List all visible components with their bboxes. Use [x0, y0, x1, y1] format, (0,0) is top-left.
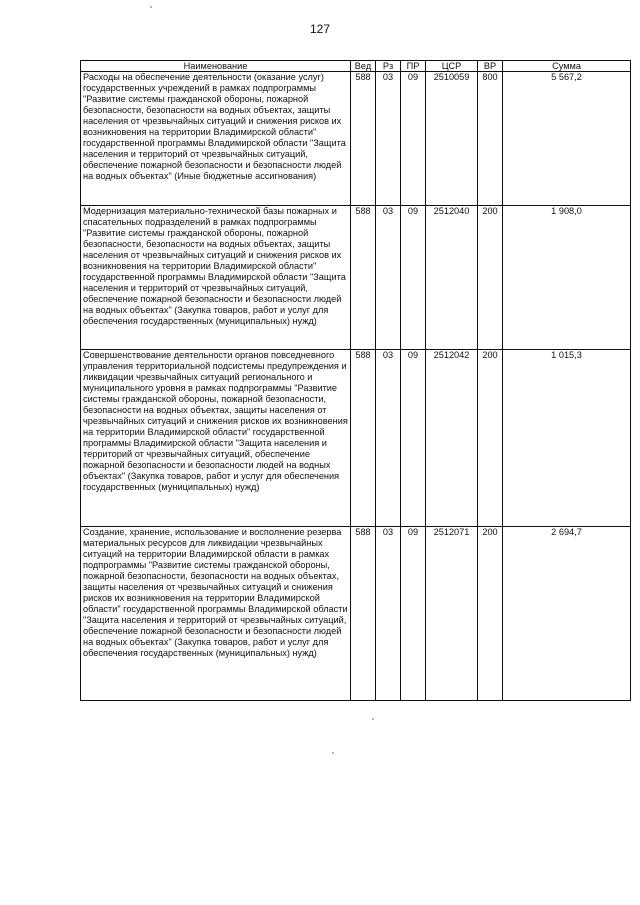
row-pr: 09 — [401, 527, 426, 701]
row-csr: 2510059 — [426, 72, 478, 206]
header-ved: Вед — [351, 61, 376, 72]
row-name: Совершенствование деятельности органов повседневного управления территориальной подсистемы предупреждения и ликвидации чрезвычайных ситуаций регионального и муниципального уровня в рамках подпрограммы "Развитие системы гражданской обороны, пожарной безопасности, безопасности на водных объектах, защиты населения от чрезвычайных ситуаций и снижения рисков их возникновения на территории Владимирской области" государственной программы Владимирской области "Защита населения и территорий от чрезвычайных ситуаций, обеспечение пожарной безопасности и безопасности людей на водных объектах" (Закупка товаров, работ и услуг для обеспечения государственных (муниципальных) нужд) — [81, 350, 351, 527]
row-csr: 2512040 — [426, 206, 478, 350]
row-rz: 03 — [376, 206, 401, 350]
row-ved: 588 — [351, 350, 376, 527]
row-vr: 200 — [478, 206, 503, 350]
row-vr: 200 — [478, 527, 503, 701]
row-pr: 09 — [401, 72, 426, 206]
header-name: Наименование — [81, 61, 351, 72]
row-sum: 5 567,2 — [503, 72, 631, 206]
header-rz: Рз — [376, 61, 401, 72]
row-ved: 588 — [351, 206, 376, 350]
table-row — [81, 206, 631, 350]
row-sum: 1 015,3 — [503, 350, 631, 527]
page-number: 127 — [309, 22, 331, 36]
scan-speck — [150, 6, 152, 8]
row-rz: 03 — [376, 527, 401, 701]
row-csr: 2512071 — [426, 527, 478, 701]
row-name: Модернизация материально-технической базы пожарных и спасательных подразделений в рамках подпрограммы "Развитие системы гражданской обороны, пожарной безопасности, безопасности на водных объектах, защиты населения от чрезвычайных ситуаций и снижения рисков их возникновения на территории Владимирской области" государственной программы Владимирской области "Защита населения и территорий от чрезвычайных ситуаций, обеспечение пожарной безопасности и безопасности людей на водных объектах" (Закупка товаров, работ и услуг для обеспечения государственных (муниципальных) нужд) — [81, 206, 351, 350]
row-sum: 2 694,7 — [503, 527, 631, 701]
header-vr: ВР — [478, 61, 503, 72]
row-vr: 200 — [478, 350, 503, 527]
row-csr: 2512042 — [426, 350, 478, 527]
header-csr: ЦСР — [426, 61, 478, 72]
row-pr: 09 — [401, 350, 426, 527]
scan-speck — [332, 752, 334, 754]
table-row — [81, 527, 631, 701]
row-sum: 1 908,0 — [503, 206, 631, 350]
scan-speck — [372, 718, 374, 720]
row-vr: 800 — [478, 72, 503, 206]
budget-table — [80, 60, 631, 701]
table-header-row — [81, 61, 631, 72]
row-ved: 588 — [351, 527, 376, 701]
row-ved: 588 — [351, 72, 376, 206]
row-rz: 03 — [376, 350, 401, 527]
header-sum: Сумма — [503, 61, 631, 72]
table-row — [81, 350, 631, 527]
header-pr: ПР — [401, 61, 426, 72]
row-name: Расходы на обеспечение деятельности (оказание услуг) государственных учреждений в рамках подпрограммы "Развитие системы гражданской обороны, пожарной безопасности, безопасности на водных объектах, защиты населения от чрезвычайных ситуаций и снижения рисков их возникновения на территории Владимирской области" государственной программы Владимирской области "Защита населения и территорий от чрезвычайных ситуаций, обеспечение пожарной безопасности и безопасности людей на водных объектах" (Иные бюджетные ассигнования) — [81, 72, 351, 206]
row-name: Создание, хранение, использование и восполнение резерва материальных ресурсов для ликвидации чрезвычайных ситуаций на территории Владимирской области в рамках подпрограммы "Развитие системы гражданской обороны, пожарной безопасности, безопасности на водных объектах, защиты населения от чрезвычайных ситуаций и снижения рисков их возникновения на территории Владимирской области" государственной программы Владимирской области "Защита населения и территорий от чрезвычайных ситуаций, обеспечение пожарной безопасности и безопасности людей на водных объектах" (Закупка товаров, работ и услуг для обеспечения государственных (муниципальных) нужд) — [81, 527, 351, 701]
row-rz: 03 — [376, 72, 401, 206]
row-pr: 09 — [401, 206, 426, 350]
table-row — [81, 72, 631, 206]
